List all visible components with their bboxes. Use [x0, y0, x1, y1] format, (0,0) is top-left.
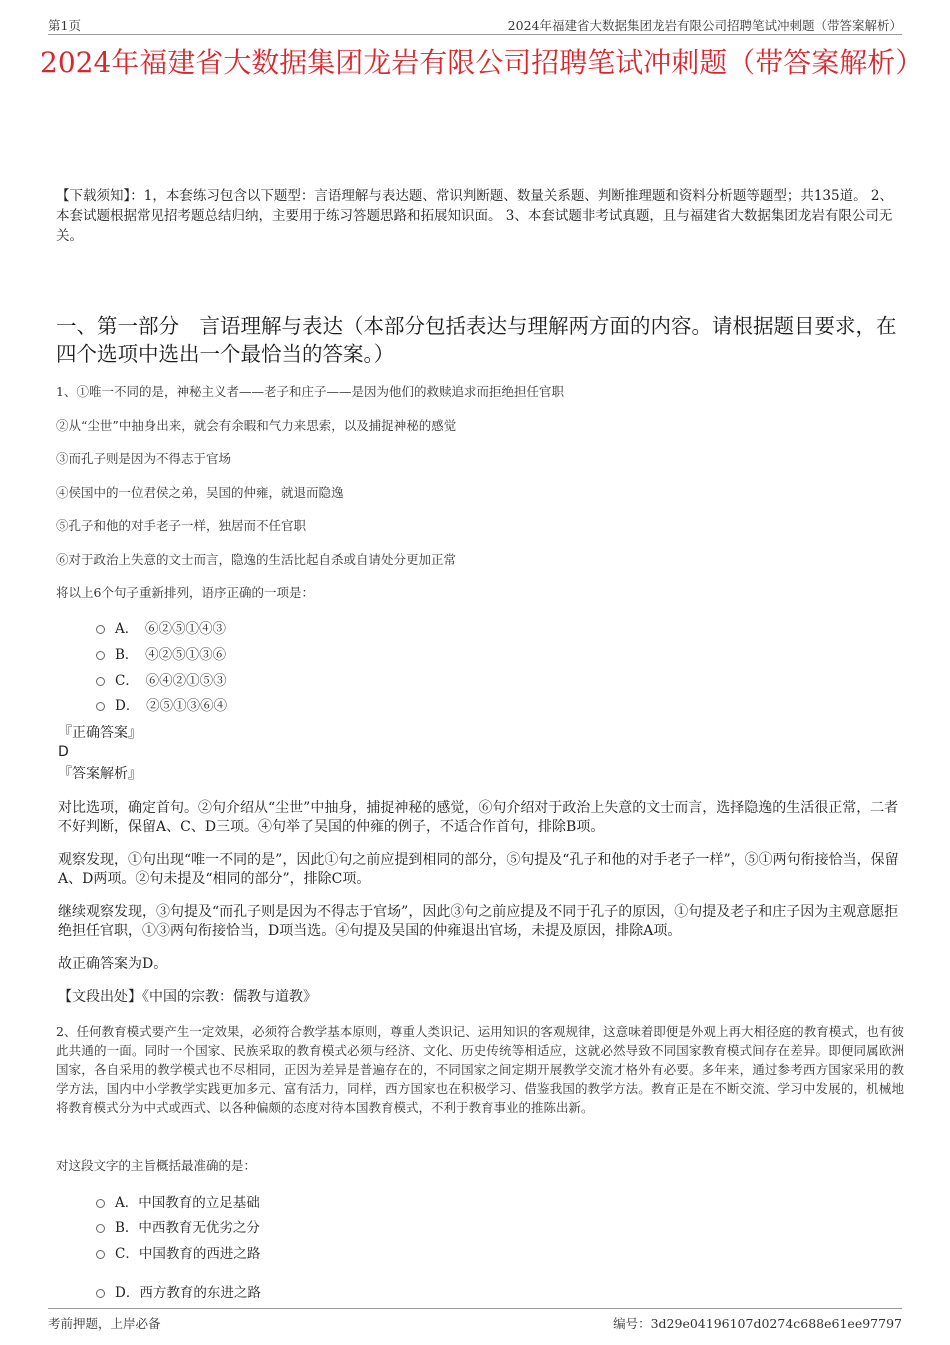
radio-icon [96, 1250, 105, 1259]
radio-icon [96, 1199, 105, 1208]
q1-option-d-label: D． ②⑤①③⑥④ [115, 698, 228, 714]
q1-answer: D [58, 744, 69, 760]
q1-sentence-4: ④侯国中的一位君侯之弟，吴国的仲雍，就退而隐逸 [56, 485, 344, 500]
q2-option-b-label: B．中西教育无优劣之分 [115, 1220, 260, 1236]
q2-passage: 2、任何教育模式要产生一定效果，必须符合教学基本原则，尊重人类识记、运用知识的客观规律，这意味着即便是外观上再大相径庭的教育模式，也有彼此共通的一面。同时一个国家、民族采取的教育模式必须与经济、文化、历史传统等相适应，这就必然导致不同国家教育模式间存在差异。即便同属欧洲国家，各自采用的教学模式也不尽相同，正因为差异是普遍存在的，不同国家之间定期开展教学交流才格外有必要。多年来，通过参考西方国家采用的教学方法，国内中小学教学实践更加多元、富有活力，同样，西方国家也在积极学习、借鉴我国的教学方法。教育正是在不断交流、学习中发展的，机械地将教育模式分为中式或西式、以各种偏颇的态度对待本国教育模式，不利于教育事业的推陈出新。 [56, 1024, 904, 1115]
footer-slogan: 考前押题，上岸必备 [48, 1316, 161, 1331]
q1-option-c-label: C． ⑥④②①⑤③ [115, 673, 227, 689]
q2-option-b[interactable] [96, 1219, 260, 1237]
radio-icon [96, 1289, 105, 1298]
radio-icon [96, 677, 105, 686]
q1-option-b-label: B． ④②⑤①③⑥ [115, 647, 227, 663]
q2-option-a-label: A．中国教育的立足基础 [115, 1195, 260, 1211]
q1-sentence-5: ⑤孔子和他的对手老子一样，独居而不任官职 [56, 518, 307, 533]
document-title: 2024年福建省大数据集团龙岩有限公司招聘笔试冲刺题（带答案解析） [40, 46, 924, 79]
q2-option-d[interactable] [96, 1284, 261, 1302]
q1-prompt: 将以上6个句子重新排列，语序正确的一项是： [56, 585, 314, 600]
q2-option-a[interactable] [96, 1194, 260, 1212]
q2-option-c-label: C．中国教育的西进之路 [115, 1246, 261, 1262]
q1-analysis-para-4: 故正确答案为D。 [58, 956, 168, 972]
q2-prompt: 对这段文字的主旨概括最准确的是： [56, 1158, 257, 1173]
q1-option-a-label: A． ⑥②⑤①④③ [115, 621, 226, 637]
page-footer [48, 1308, 902, 1329]
radio-icon [96, 651, 105, 660]
q1-sentence-2: ②从“尘世”中抽身出来，就会有余暇和气力来思索，以及捕捉神秘的感觉 [56, 418, 457, 433]
q1-option-c[interactable] [96, 672, 227, 690]
radio-icon [96, 625, 105, 634]
q1-sentence-3: ③而孔子则是因为不得志于官场 [56, 451, 232, 466]
q1-analysis-para-1: 对比选项，确定首句。②句介绍从“尘世”中抽身，捕捉神秘的感觉，⑥句介绍对于政治上失意的文士而言，选择隐逸的生活很正常，二者不好判断，保留A、C、D三项。④句举了吴国的仲雍的例子，不适合作首句，排除B项。 [58, 800, 899, 835]
q1-option-b[interactable] [96, 646, 226, 664]
q1-source: 【文段出处】《中国的宗教：儒教与道教》 [58, 989, 317, 1005]
radio-icon [96, 702, 105, 711]
download-notice: 【下载须知】：1，本套练习包含以下题型：言语理解与表达题、常识判断题、数量关系题、判断推理题和资料分析题等题型；共135道。 2、本套试题根据常见招考题总结归纳，主要用于练习答题思路和拓展知识面。 3、本套试题非考试真题，且与福建省大数据集团龙岩有限公司无关。 [56, 188, 893, 244]
q2-option-c[interactable] [96, 1245, 260, 1263]
q1-sentence-1: 1、①唯一不同的是，神秘主义者——老子和庄子——是因为他们的救赎追求而拒绝担任官职 [56, 384, 564, 399]
radio-icon [96, 1224, 105, 1233]
q1-option-a[interactable] [96, 620, 226, 638]
header-doc-title: 2024年福建省大数据集团龙岩有限公司招聘笔试冲刺题（带答案解析） [507, 18, 902, 33]
page-header [48, 14, 902, 35]
q2-option-d-label: D．西方教育的东进之路 [115, 1285, 261, 1301]
footer-code: 编号：3d29e04196107d0274c688e61ee97797 [613, 1316, 902, 1331]
page-number: 第1页 [48, 18, 81, 33]
q1-sentence-6: ⑥对于政治上失意的文士而言，隐逸的生活比起自杀或自请处分更加正常 [56, 552, 457, 567]
q1-answer-label: 『正确答案』 [58, 725, 142, 741]
q1-analysis-para-3: 继续观察发现，③句提及“而孔子则是因为不得志于官场”，因此③句之前应提及不同于孔子的原因，①句提及老子和庄子因为主观意愿拒绝担任官职，①③两句衔接恰当，D项当选。④句提及吴国的仲雍退出官场，未提及原因，排除A项。 [58, 904, 899, 939]
section-heading: 一、第一部分 言语理解与表达（本部分包括表达与理解两方面的内容。请根据题目要求，在四个选项中选出一个最恰当的答案。） [56, 314, 897, 366]
q1-analysis-label: 『答案解析』 [58, 766, 142, 782]
q1-option-d[interactable] [96, 697, 227, 715]
q1-analysis-para-2: 观察发现，①句出现“唯一不同的是”，因此①句之前应提到相同的部分，⑤句提及“孔子和他的对手老子一样”，⑤①两句衔接恰当，保留A、D两项。②句未提及“相同的部分”，排除C项。 [58, 852, 899, 887]
